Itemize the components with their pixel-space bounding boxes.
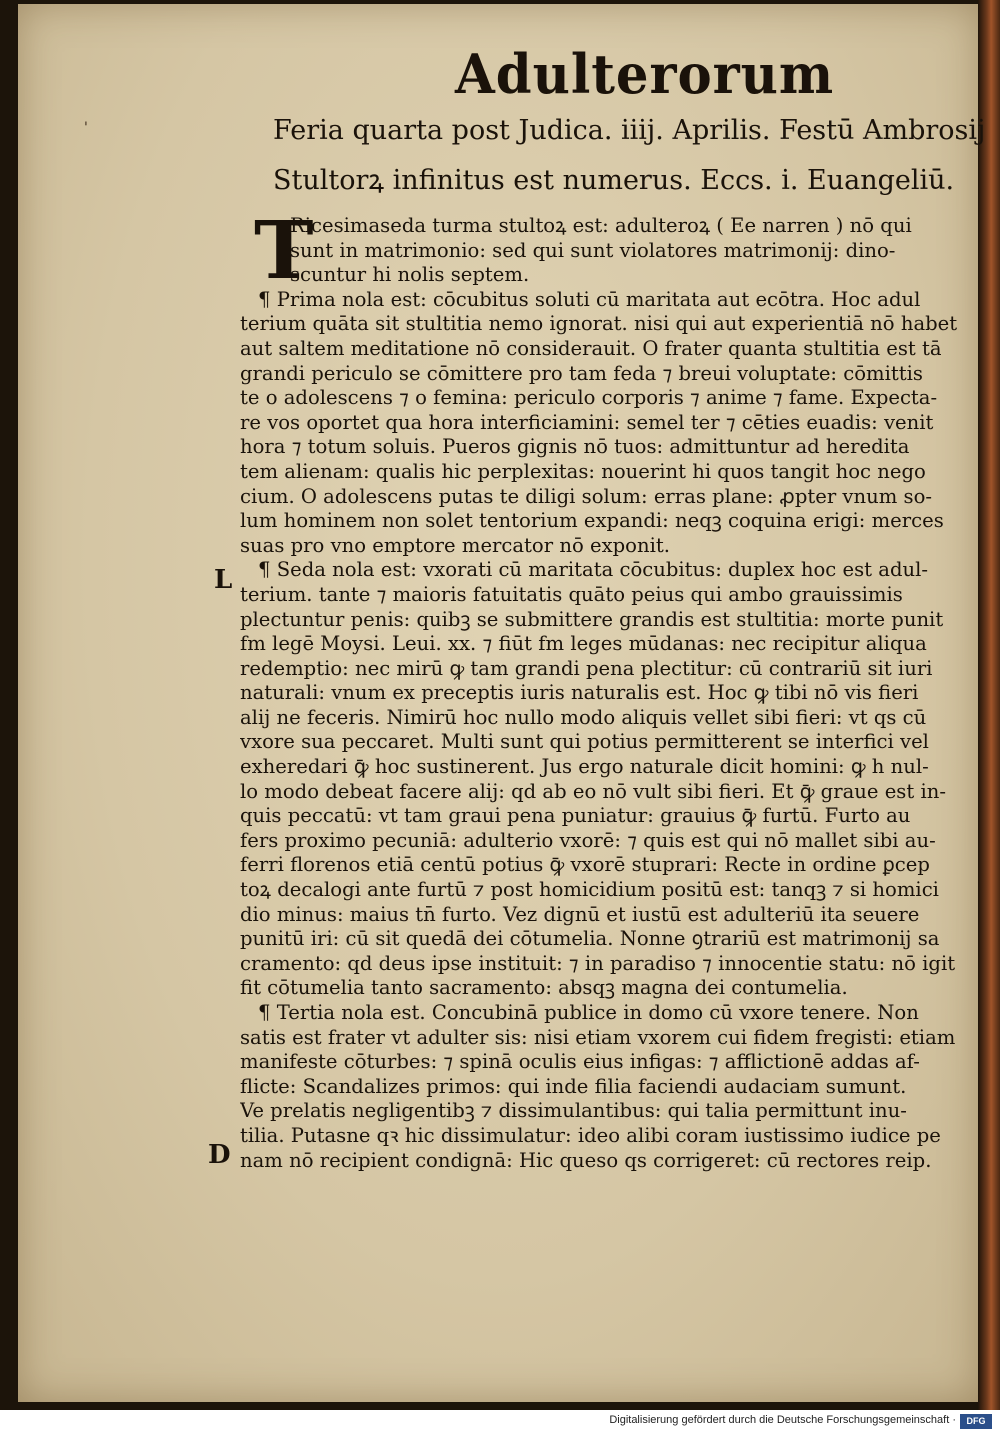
text-line: manifeste cōturbes: ⁊ spinā oculis eius infigas: ⁊ afflictionē addas af- — [240, 1050, 920, 1074]
text-line: lum hominem non solet tentorium expandi: neqꝫ coquina erigi: merces — [240, 509, 944, 533]
text-line: flicte: Scandalizes primos: qui inde filia faciendi audaciam sumunt. — [240, 1074, 907, 1098]
text-line: hora ⁊ totum soluis. Pueros gignis nō tuos: admittuntur ad heredita — [240, 435, 910, 459]
text-line: nam nō recipient condignā: Hic queso qs corrigeret: cū rectores reip. — [240, 1148, 932, 1172]
body-text — [240, 203, 962, 1173]
text-line: ¶ Seda nola est: vxorati cū maritata cōcubitus: duplex hoc est adul- — [258, 558, 928, 582]
subheading-citation: Stultorꝝ infinitus est numerus. Eccs. i. Euangeliū. — [273, 165, 955, 196]
book-binding — [978, 0, 1000, 1410]
margin-note: D — [208, 1140, 231, 1170]
text-line: exheredari ꝙ̄ hoc sustinerent. Jus ergo naturale dicit homini: ꝙ h nul- — [240, 755, 929, 779]
text-line: Ve prelatis negligentibꝫ ⁊ dissimulantibus: qui talia permittunt inu- — [240, 1099, 907, 1123]
text-line: terium. tante ⁊ maioris fatuitatis quāto peius qui ambo grauissimis — [240, 582, 903, 606]
initial-capital: T — [254, 203, 314, 297]
text-line: ¶ Prima nola est: cōcubitus soluti cū maritata aut ecōtra. Hoc adul — [258, 287, 921, 311]
text-line: sunt in matrimonio: sed qui sunt violatores matrimonij: dino- — [290, 238, 896, 262]
text-line: punitū iri: cū sit quedā dei cōtumelia. Nonne ꝯtrariū est matrimonij sa — [240, 927, 940, 951]
text-line: tilia. Putasne qꝛ hic dissimulatur: ideo alibi coram iustissimo iudice pe — [240, 1123, 941, 1147]
dfg-logo: DFG — [960, 1414, 992, 1429]
footer-bar — [0, 1410, 1000, 1433]
text-line: ferri florenos etiā centū potius ꝙ̄ vxorē stuprari: Recte in ordine ꝑcep — [240, 853, 930, 877]
text-line: vxore sua peccaret. Multi sunt qui potius permitterent se interfici vel — [240, 730, 929, 754]
text-line: dio minus: maius tn̄ furto. Vez dignū et iustū est adulteriū ita seuere — [240, 902, 920, 926]
text-line: fers proximo pecuniā: adulterio vxorē: ⁊ quis est qui nō mallet sibi au- — [240, 828, 936, 852]
text-line: quis peccatū: vt tam graui pena puniatur: grauius ꝙ̄ furtū. Furto au — [240, 804, 911, 828]
text-line: alij ne feceris. Nimirū hoc nullo modo aliquis vellet sibi fieri: vt qs cū — [240, 705, 927, 729]
text-line: cramento: qd deus ipse instituit: ⁊ in paradiso ⁊ innocentie statu: nō igit — [240, 951, 956, 975]
text-line: satis est frater vt adulter sis: nisi etiam vxorem cui fidem fregisti: etiam — [240, 1025, 956, 1049]
text-line: suas pro vno emptore mercator nō exponit. — [240, 533, 670, 557]
text-line: scuntur hi nolis septem. — [290, 263, 530, 287]
text-line: fit cōtumelia tanto sacramento: absqꝫ magna dei contumelia. — [240, 976, 848, 1000]
text-line: Ricesimaseda turma stultoꝝ est: adulteroꝝ ( Ee narren ) nō qui — [290, 214, 912, 237]
text-line: cium. O adolescens putas te diligi solum: erras plane: ꝓpter vnum so- — [240, 484, 933, 508]
text-line: grandi periculo se cōmittere pro tam feda ⁊ breui voluptate: cōmittis — [240, 361, 923, 385]
text-line: naturali: vnum ex preceptis iuris naturalis est. Hoc ꝙ tibi nō vis fieri — [240, 681, 919, 705]
text-line: aut saltem meditatione nō considerauit. O frater quanta stultitia est tā — [240, 336, 942, 360]
text-line: terium quāta sit stultitia nemo ignorat. nisi qui aut experientiā nō habet — [240, 312, 958, 336]
subheading-date: Feria quarta post Judica. iiij. Aprilis. Festū Ambrosij — [273, 115, 986, 146]
text-line: re vos oportet qua hora interficiamini: semel ter ⁊ cēties euadis: venit — [240, 410, 934, 434]
text-line: plectuntur penis: quibꝫ se submittere grandis est stultitia: morte punit — [240, 607, 944, 631]
page-heading: Adulterorum — [455, 42, 835, 106]
text-line: toꝝ decalogi ante furtū ⁊ post homicidium positū est: tanqꝫ ⁊ si homici — [240, 878, 939, 902]
text-line: te o adolescens ⁊ o femina: periculo corporis ⁊ anime ⁊ fame. Expecta- — [240, 386, 938, 410]
funding-notice: Digitalisierung gefördert durch die Deutsche Forschungsgemeinschaft · — [609, 1414, 956, 1426]
text-line: redemptio: nec mirū ꝙ tam grandi pena plectitur: cū contrariū sit iuri — [240, 656, 933, 680]
text-line: tem alienam: qualis hic perplexitas: nouerint hi quos tangit hoc nego — [240, 459, 926, 483]
stray-mark: ' — [84, 120, 88, 136]
text-line: lo modo debeat facere alij: qd ab eo nō vult sibi fieri. Et ꝙ̄ graue est in- — [240, 779, 946, 803]
text-line: fm legē Moysi. Leui. xx. ⁊ fiūt fm leges mūdanas: nec recipitur aliqua — [240, 632, 927, 656]
margin-note: L — [214, 565, 233, 595]
text-line: ¶ Tertia nola est. Concubinā publice in domo cū vxore tenere. Non — [258, 1001, 919, 1024]
